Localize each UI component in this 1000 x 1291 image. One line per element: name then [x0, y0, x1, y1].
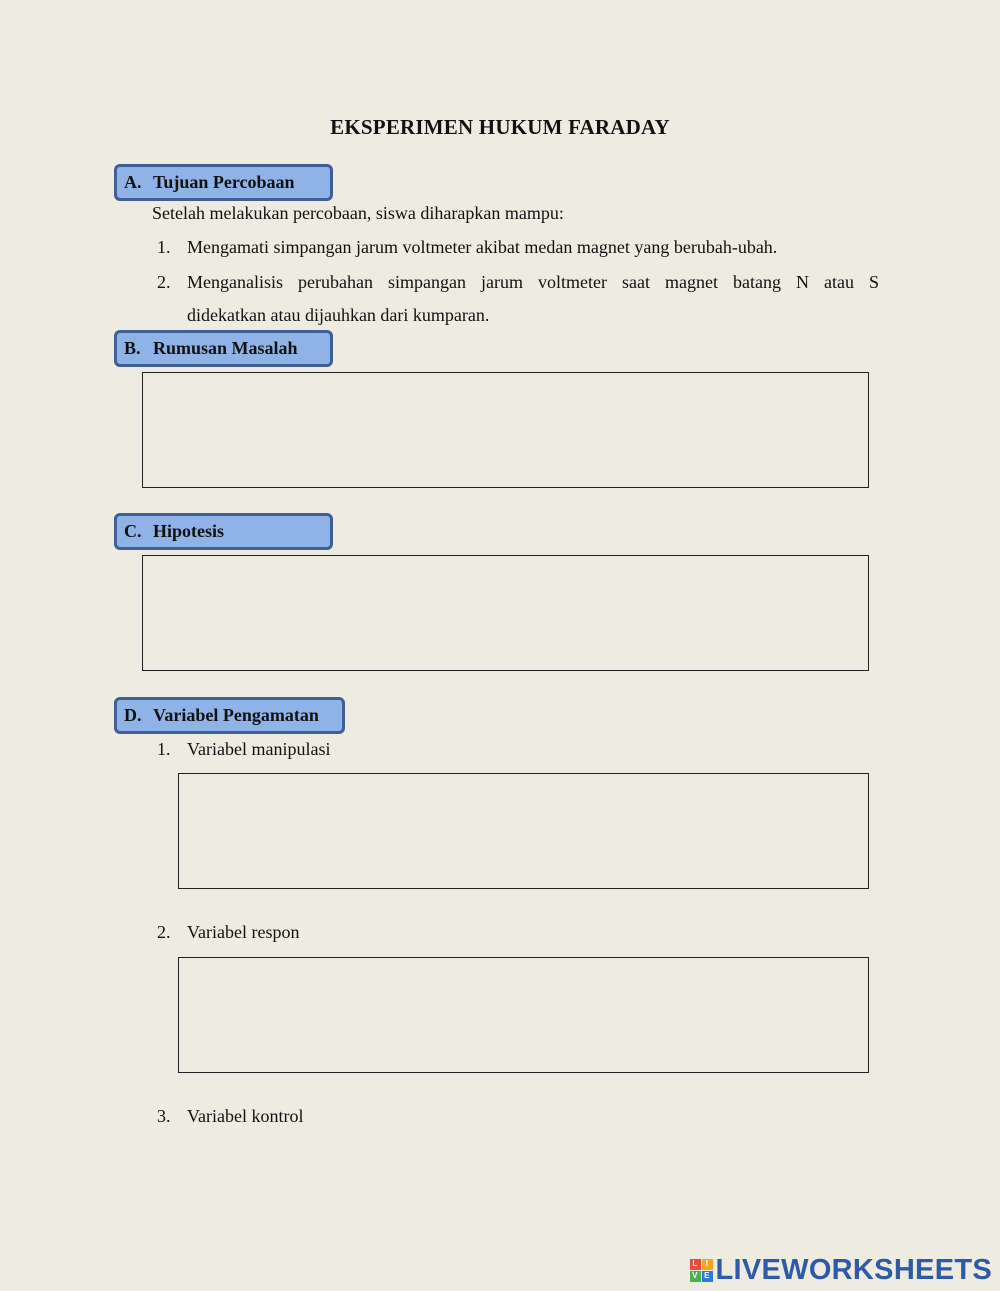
section-b-heading	[114, 330, 333, 367]
section-a-letter: A.	[124, 172, 142, 192]
variable-item-3-text: Variabel kontrol	[187, 1106, 304, 1126]
variable-item-1-number: 1.	[157, 739, 171, 759]
logo-letter-e: E	[702, 1271, 713, 1282]
section-b-title: Rumusan Masalah	[153, 338, 298, 358]
section-d-letter: D.	[124, 705, 142, 725]
logo-letter-i: I	[702, 1259, 713, 1270]
page-title: EKSPERIMEN HUKUM FARADAY	[330, 115, 670, 139]
variable-item-3-number: 3.	[157, 1106, 171, 1126]
manipulated-variable-answer-box[interactable]	[178, 773, 869, 889]
variable-item-control	[157, 1106, 303, 1127]
section-c-heading	[114, 513, 333, 550]
section-a-title: Tujuan Percobaan	[153, 172, 295, 192]
section-a-intro: Setelah melakukan percobaan, siswa diharapkan mampu:	[152, 203, 564, 223]
section-c-letter: C.	[124, 521, 142, 541]
liveworksheets-branding	[690, 1253, 993, 1287]
problem-statement-answer-box[interactable]	[142, 372, 869, 488]
variable-item-response	[157, 922, 299, 943]
variable-item-1-text: Variabel manipulasi	[187, 739, 331, 759]
section-a-heading	[114, 164, 333, 201]
objective-item-2-text-line2: didekatkan atau dijauhkan dari kumparan.	[187, 305, 490, 325]
logo-letter-v: V	[690, 1271, 701, 1282]
response-variable-answer-box[interactable]	[178, 957, 869, 1073]
section-b-letter: B.	[124, 338, 141, 358]
variable-item-manipulation	[157, 739, 330, 760]
liveworksheets-logo-icon	[690, 1259, 713, 1282]
objective-item-1-text: Mengamati simpangan jarum voltmeter akibat medan magnet yang berubah-ubah.	[187, 237, 778, 257]
objective-item-2-number: 2.	[157, 272, 171, 292]
objective-item-1-number: 1.	[157, 237, 171, 257]
logo-letter-l: L	[690, 1259, 701, 1270]
brand-name: LIVEWORKSHEETS	[715, 1253, 992, 1286]
objective-item-1	[157, 237, 777, 258]
variable-item-2-text: Variabel respon	[187, 922, 300, 942]
variable-item-2-number: 2.	[157, 922, 171, 942]
section-d-heading	[114, 697, 345, 734]
section-c-title: Hipotesis	[153, 521, 225, 541]
hypothesis-answer-box[interactable]	[142, 555, 869, 671]
section-d-title: Variabel Pengamatan	[153, 705, 319, 725]
objective-item-2-text-line1: Menganalisis perubahan simpangan jarum voltmeter saat magnet batang N atau S	[187, 272, 879, 292]
